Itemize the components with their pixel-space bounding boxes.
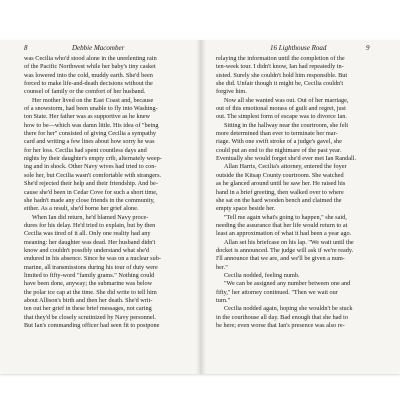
text-line: forced to make life-and-death decisions without the xyxy=(24,80,153,88)
text-line: Allan set his briefcase on his lap. "We wait until the xyxy=(224,238,354,246)
text-line: Cecilia was tired of it all. Only one reality had any xyxy=(24,230,151,238)
text-line: meaning: her daughter was dead. Her husband didn't xyxy=(24,238,156,246)
text-line: ton State. Her father was as supportive as he knew xyxy=(24,113,151,121)
text-line: marine, all transmissions during his tour of duty were xyxy=(24,263,158,271)
text-line: as he glanced around until he saw her. He raised his xyxy=(216,180,346,188)
text-line: of the Pacific Northwest while her baby's tiny casket xyxy=(24,63,156,71)
text-line: out of this emotional morass of guilt and regret, just xyxy=(216,105,346,113)
text-line: forgive him. xyxy=(216,88,247,96)
text-line: needing the assurance that her life would return to at xyxy=(216,221,348,229)
left-running-head: Debbie Macomber xyxy=(72,44,125,52)
text-line: was Cecilia who'd stood alone in the unrelenting rain xyxy=(24,55,157,62)
text-line: Sitting in the hallway near the courtroom, she felt xyxy=(224,121,349,129)
text-line: Cecilia nodded, feeling numb. xyxy=(224,271,300,279)
text-line: nights by their daughter's empty crib, alternately weep- xyxy=(24,155,162,163)
text-line: Her mother lived on the East Coast and, because xyxy=(32,96,154,104)
left-page-body xyxy=(24,55,182,330)
text-line: there for her" consisted of giving Cecilia a sympathy xyxy=(24,130,157,138)
book-spread xyxy=(0,40,400,374)
text-line: least an approximation of what it had been a year ago. xyxy=(216,230,352,238)
right-running-head: 16 Lighthouse Road xyxy=(270,44,327,52)
text-line: she did. Unfair though it might be, Cecilia couldn't xyxy=(216,80,344,88)
text-line: in the courthouse all day. Bad enough that she had to xyxy=(216,313,349,321)
text-line: When Ian did return, he'd blamed Navy proce- xyxy=(32,213,149,221)
right-page-body xyxy=(216,55,374,330)
text-line: about Allison's birth and then her death. She'd writ- xyxy=(24,296,153,304)
text-line: that they'd be closely scrutinized by Navy personnel. xyxy=(24,313,156,321)
text-line: have been done, anyway; the submarine was below xyxy=(24,280,153,288)
text-line: cause she'd been in Cedar Cove for such a short time, xyxy=(24,188,158,196)
text-line: Allan Harris, Cecilia's attorney, entered the foyer xyxy=(224,163,347,171)
text-line: sole her, but Cecilia wasn't comfortable with strangers. xyxy=(24,171,162,179)
text-line: the polar ice cap at the time. She did write to tell him xyxy=(24,288,157,296)
text-line: she hadn't made any close friends in the community, xyxy=(24,196,155,204)
text-line: relaying the information until the completion of the xyxy=(216,55,345,62)
text-line: "We can be assigned any number between one and xyxy=(224,280,351,288)
text-line: for her loss. Cecilia had spent countless days and xyxy=(24,146,147,154)
text-line: sisted. Surely she couldn't hold him responsible. But xyxy=(216,71,348,79)
text-line: fifty," her attorney continued. "Then we wait our xyxy=(216,288,338,296)
text-line: She'd rejected their help and their friendship. And be- xyxy=(24,180,158,188)
text-line: Now all she wanted was out. Out of her marriage, xyxy=(224,96,349,104)
text-line: ber." xyxy=(216,263,228,271)
text-line: was lowered into the cold, muddy earth. She'd been xyxy=(24,71,153,79)
text-line: riage. With one swift stroke of a judge's gavel, she xyxy=(216,138,342,146)
right-page xyxy=(204,40,400,374)
text-line: limited to fifty-word "family grams." Nothing could xyxy=(24,271,155,279)
text-line: turn." xyxy=(216,296,231,304)
left-page xyxy=(0,40,198,374)
text-line: outside the Kitsap County courtroom. She watched xyxy=(216,171,344,179)
text-line: could put an end to the nightmare of the past year. xyxy=(216,146,342,154)
text-line: I'll announce that we are, and we'll be given a num- xyxy=(216,255,345,263)
right-page-number: 9 xyxy=(366,44,370,52)
text-line: of a snowstorm, had been unable to fly into Washing- xyxy=(24,105,158,113)
text-line: she sat on the hard wooden bench and claimed the xyxy=(216,196,342,204)
text-line: Eventually she would forget she'd ever met Ian Randall. xyxy=(216,155,357,163)
text-line: ing and in shock. Other Navy wives had tried to con- xyxy=(24,163,157,171)
text-line: more determined than ever to terminate her mar- xyxy=(216,130,338,138)
text-line: ten out her grief in these brief messages, not caring xyxy=(24,305,152,313)
text-line: either. As a result, she'd borne her grief alone. xyxy=(24,205,139,213)
text-line: counsel of family or the comfort of her husband. xyxy=(24,88,146,96)
text-line: But Ian's commanding officer had seen fit to postpone xyxy=(24,322,160,329)
text-line: hand in a brief greeting, then walked over to where xyxy=(216,188,344,196)
text-line: how to be—which was damn little. His idea of "being xyxy=(24,121,159,129)
text-line: endured in his absence. Since he was on a nuclear sub- xyxy=(24,255,161,263)
text-line: know and couldn't possibly understand what she'd xyxy=(24,246,150,254)
text-line: "Tell me again what's going to happen," she said, xyxy=(224,213,347,221)
text-line: out. The simplest form of escape was to divorce Ian. xyxy=(216,113,347,121)
left-page-number: 8 xyxy=(24,44,28,52)
text-line: dures for his delay. He'd tried to explain, but by then xyxy=(24,221,156,229)
text-line: ten-week tour. I didn't know, Ian had repeatedly in- xyxy=(216,63,344,71)
text-line: Cecilia nodded again, hoping she wouldn't be stuck xyxy=(224,305,353,313)
text-line: docket is announced. The judge will ask if we're ready. xyxy=(216,246,354,254)
text-line: empty space beside her. xyxy=(216,205,276,213)
text-line: card and writing a few lines about how sorry he was xyxy=(24,138,155,146)
text-line: be here; even worse that Ian's presence was also re- xyxy=(216,322,345,329)
